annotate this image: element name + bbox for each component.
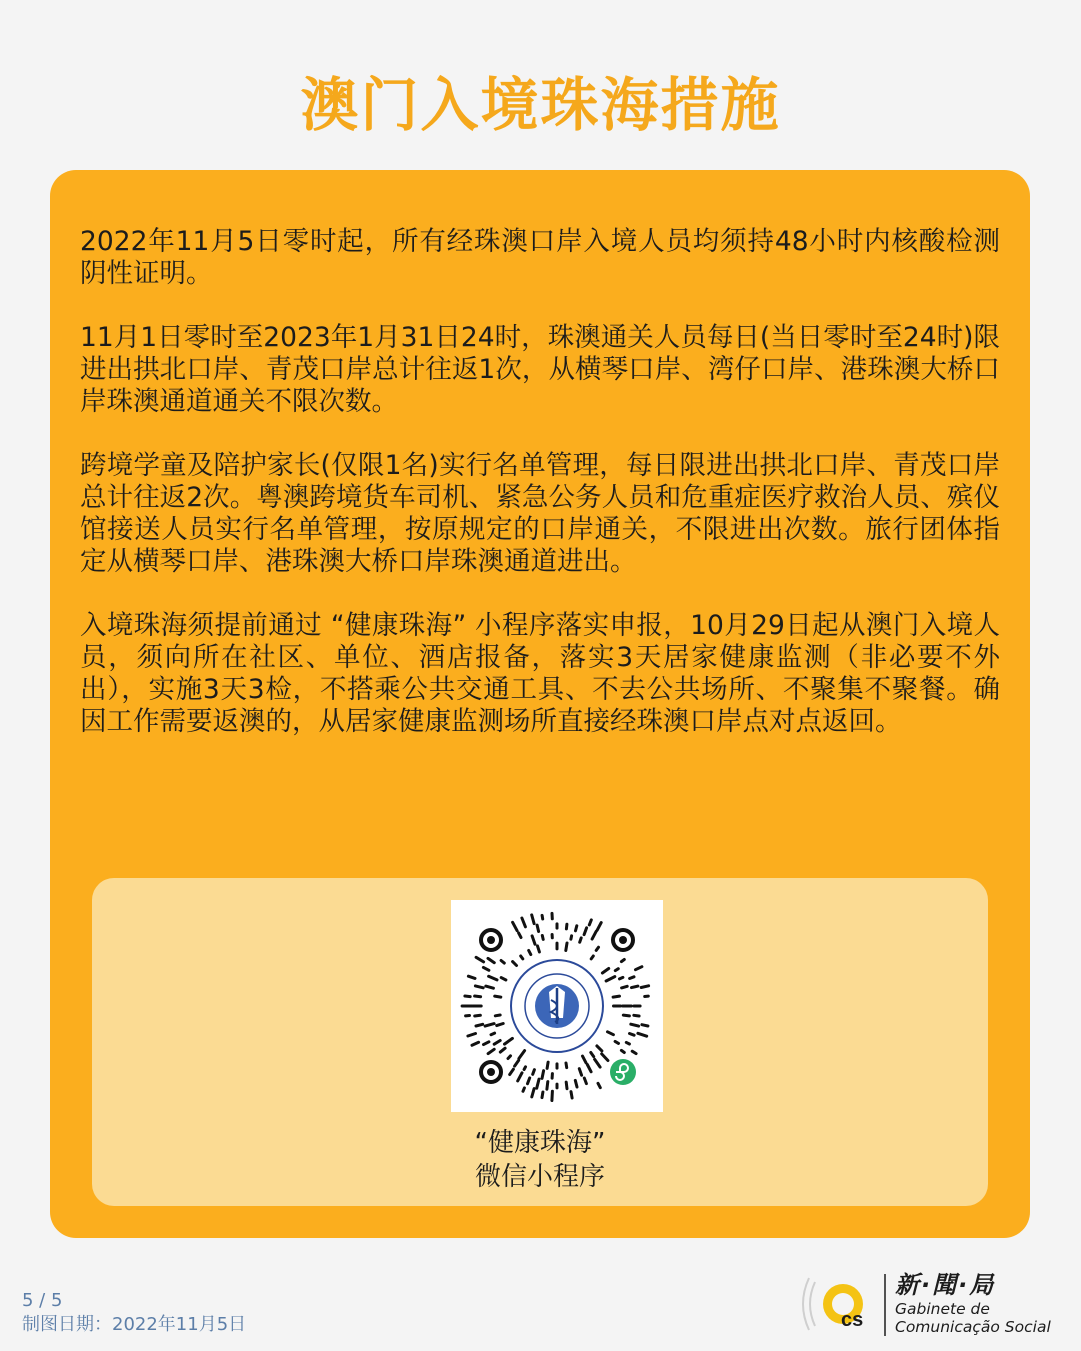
- svg-text:cs: cs: [841, 1309, 864, 1331]
- qr-ray: [495, 1015, 500, 1016]
- gcs-emblem-icon: [795, 1268, 887, 1340]
- qr-ray: [476, 957, 484, 962]
- qr-ray: [484, 1042, 489, 1045]
- qr-ray: [606, 977, 615, 981]
- gcs-logo-text: [895, 1270, 1051, 1336]
- qr-ray: [542, 915, 543, 919]
- qr-ray: [571, 936, 572, 939]
- qr-ray: [620, 977, 623, 979]
- qr-ray: [626, 1042, 629, 1044]
- qr-ray: [532, 915, 534, 924]
- footer-info: [22, 1289, 246, 1337]
- qr-ray: [475, 1015, 481, 1016]
- qr-ray: [542, 936, 543, 940]
- mini-program-qr-code[interactable]: [451, 900, 663, 1112]
- qr-ray: [547, 1082, 548, 1090]
- qr-ray: [532, 936, 535, 944]
- paragraph-list: [80, 226, 1000, 770]
- paragraph-3: 跨境学童及陪护家长(仅限1名)实行名单管理，每日限进出拱北口岸、青茂口岸总计往返2次。粤澳跨境货车司机、紧急公务人员和危重症医疗救治人员、殡仪馆接送人员实行名单管理，按原规定的口岸通关，不限进出次数。旅行团体指定从横琴口岸、港珠澳大桥口岸珠澳通道进出。: [80, 450, 1000, 577]
- qr-ray: [519, 1051, 525, 1059]
- gcs-name-portuguese-2: Comunicação Social: [895, 1318, 1051, 1336]
- qr-ray: [513, 962, 517, 966]
- qr-ray: [641, 986, 648, 988]
- qr-ray: [495, 996, 501, 997]
- gcs-logo: [795, 1268, 1065, 1340]
- qr-ray: [566, 1063, 567, 1068]
- paragraph-2: 11月1日零时至2023年1月31日24时，珠澳通关人员每日(当日零时至24时)限进出拱北口岸、青茂口岸总计往返1次，从横琴口岸、湾仔口岸、港珠澳大桥口岸珠澳通道通关不限次数。: [80, 322, 1000, 417]
- qr-ray: [485, 1024, 494, 1027]
- qr-ray: [592, 931, 596, 939]
- qr-ray: [621, 1050, 624, 1052]
- qr-ray: [475, 986, 483, 988]
- qr-ray: [631, 1024, 639, 1026]
- qr-caption-type: 微信小程序: [474, 1162, 605, 1192]
- qr-ray: [622, 986, 628, 988]
- qr-ray: [566, 1082, 567, 1089]
- qr-ray: [538, 946, 540, 952]
- qr-ray: [476, 1024, 483, 1026]
- qr-ray: [608, 1032, 614, 1035]
- qr-ray: [584, 1078, 586, 1084]
- qr-ray: [483, 967, 489, 970]
- qr-ray: [508, 1056, 511, 1059]
- page-number: 5 / 5: [22, 1290, 63, 1311]
- qr-ray: [642, 1025, 648, 1026]
- qr-ray: [632, 986, 638, 988]
- page-title: 澳门入境珠海措施: [300, 71, 781, 139]
- qr-ray: [602, 969, 608, 974]
- qr-ray: [486, 986, 494, 988]
- qr-ray: [598, 1083, 600, 1087]
- qr-ray: [521, 956, 523, 959]
- qr-ray: [518, 1073, 522, 1081]
- qr-ray: [472, 1042, 479, 1045]
- qr-ray: [634, 1015, 639, 1016]
- qr-ray: [632, 1051, 636, 1053]
- qr-ray: [500, 1048, 505, 1052]
- qr-ray: [597, 923, 601, 931]
- qr-ray: [515, 1060, 519, 1066]
- chart-date: 制图日期：2022年11月5日: [22, 1314, 247, 1335]
- qr-ray: [523, 1088, 524, 1091]
- paragraph-1: 2022年11月5日零时起，所有经珠澳口岸入境人员均须持48小时内核酸检测阴性证明。: [80, 226, 1000, 289]
- gcs-name-portuguese-1: Gabinete de: [895, 1300, 990, 1318]
- qr-ray: [575, 1080, 577, 1087]
- qr-ray: [528, 1078, 530, 1084]
- qr-ray: [615, 1041, 618, 1043]
- wechat-mini-program-icon: [607, 1056, 639, 1088]
- qr-ray: [591, 1053, 594, 1057]
- qr-ray: [489, 976, 497, 980]
- qr-ray: [621, 960, 624, 962]
- qr-ray: [583, 1056, 587, 1063]
- qr-ray: [505, 1038, 513, 1044]
- qr-ray: [501, 978, 506, 980]
- qr-ray: [595, 1059, 601, 1067]
- qr-caption-name: “健康珠海”: [474, 1128, 606, 1158]
- qr-code-image: [451, 900, 663, 1112]
- qr-ray: [519, 933, 521, 938]
- qr-ray: [630, 977, 634, 979]
- qr-ray: [537, 1079, 539, 1088]
- qr-ray: [501, 961, 504, 964]
- info-card: [50, 170, 1030, 1238]
- qr-ray: [468, 1034, 476, 1037]
- qr-ray: [465, 996, 470, 997]
- qr-ray: [552, 1091, 553, 1100]
- health-bureau-seal: [507, 956, 607, 1056]
- qr-ray: [475, 996, 481, 997]
- qr-ray: [513, 922, 518, 930]
- qr-ray: [542, 1071, 544, 1079]
- qr-ray: [580, 938, 582, 942]
- qr-ray: [589, 920, 591, 925]
- qr-ray: [591, 956, 593, 959]
- qr-ray: [602, 1054, 608, 1061]
- qr-ray: [571, 1092, 572, 1098]
- qr-ray: [533, 1070, 535, 1075]
- qr-ray: [613, 996, 619, 997]
- paragraph-4: 入境珠海须提前通过 “健康珠海” 小程序落实申报，10月29日起从澳门入境人员，须向所在社区、单位、酒店报备，落实3天居家健康监测（非必要不外出），实施3天3检，不搭乘公共交通工具、不去公共场所、不聚集不聚餐。确因工作需要返澳的，从居家健康监测场所直接经珠澳口岸点对点返回。: [80, 610, 1000, 737]
- qr-ray: [529, 951, 531, 955]
- qr-ray: [579, 1069, 581, 1076]
- qr-ray: [547, 1062, 548, 1068]
- qr-ray: [584, 928, 587, 935]
- qr-ray: [623, 1015, 629, 1016]
- qr-ray: [638, 1033, 647, 1036]
- qr-ray: [510, 1069, 514, 1074]
- qr-ray: [596, 947, 598, 950]
- qr-ray: [615, 969, 618, 971]
- qr-ray: [522, 918, 526, 927]
- qr-ray: [497, 1024, 504, 1026]
- qr-ray: [491, 1033, 495, 1035]
- qr-ray: [587, 1065, 591, 1072]
- qr-ray: [636, 967, 642, 970]
- qr-ray: [566, 943, 567, 951]
- qr-ray: [468, 976, 475, 978]
- qr-ray: [524, 1067, 525, 1070]
- qr-caption: [92, 1126, 988, 1194]
- qr-ray: [576, 926, 577, 931]
- qr-panel: [92, 878, 988, 1206]
- gcs-name-chinese: 新·聞·局: [895, 1271, 996, 1299]
- qr-ray: [566, 924, 567, 929]
- qr-ray: [532, 1089, 534, 1097]
- qr-ray: [488, 958, 494, 962]
- qr-ray: [488, 1049, 494, 1053]
- qr-ray: [494, 1041, 500, 1045]
- qr-ray: [537, 925, 539, 931]
- qr-ray: [630, 1034, 635, 1036]
- qr-ray: [542, 1092, 543, 1098]
- qr-ray: [597, 1046, 602, 1051]
